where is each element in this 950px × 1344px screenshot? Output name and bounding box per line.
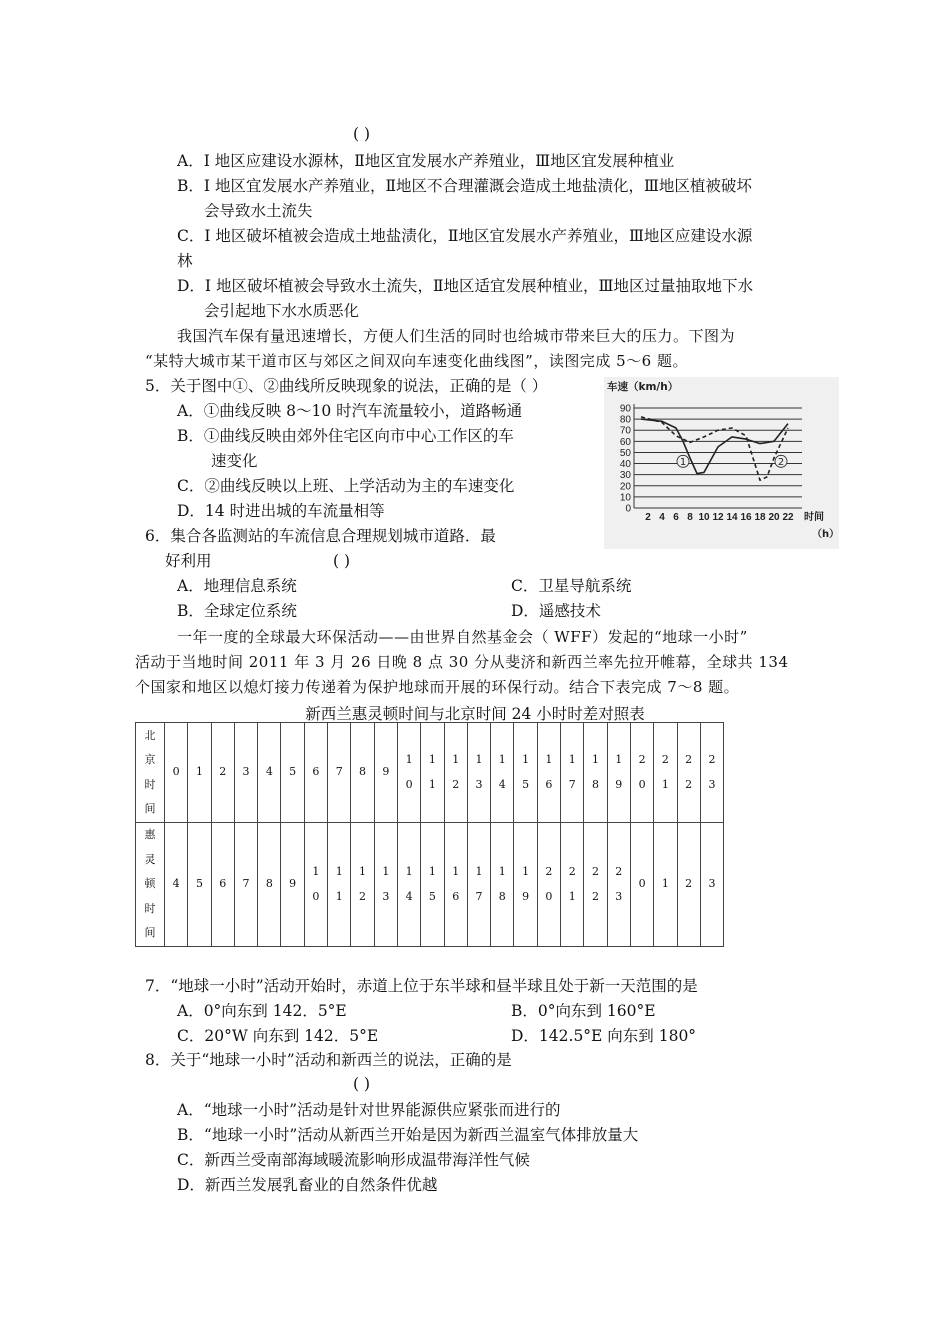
q8-option-c: C．新西兰受南部海域暖流影响形成温带海洋性气候 [177, 1151, 530, 1169]
passage-78-line3: 个国家和地区以熄灯接力传递着为保护地球而开展的环保行动。结合下表完成 7～8 题。 [135, 678, 740, 696]
y-tick-label: 50 [619, 447, 631, 459]
x-tick-label: 16 [740, 512, 752, 523]
q4-option-a: A．I 地区应建设水源林，Ⅱ地区宜发展水产养殖业，Ⅲ地区宜发展种植业 [177, 152, 675, 170]
x-axis-label: 时间 [804, 512, 824, 523]
table-cell: 2 [677, 823, 700, 947]
series-line-1 [641, 419, 788, 474]
time-difference-table [135, 722, 724, 947]
series-name-2: ② [614, 547, 615, 548]
table-cell: 1 [188, 723, 211, 823]
table-row [136, 723, 724, 823]
table-title: 新西兰惠灵顿时间与北京时间 24 小时时差对照表 [305, 705, 645, 723]
q6-option-c: C．卫星导航系统 [511, 577, 632, 595]
x-tick-label: 4 [659, 512, 665, 523]
table-cell: 7 [328, 723, 351, 823]
q8-option-d: D．新西兰发展乳畜业的自然条件优越 [177, 1176, 438, 1194]
table-cell: 4 [258, 723, 281, 823]
y-tick-label: 40 [619, 459, 631, 471]
table-cell: 0 [630, 823, 653, 947]
series-label-2: 2 [777, 456, 785, 468]
table-cell: 1 [654, 823, 677, 947]
series-name-1: ① [606, 547, 607, 548]
q8-answer-paren: ( ) [353, 1075, 371, 1093]
table-cell: 2 [211, 723, 234, 823]
y-tick-label: 30 [619, 470, 631, 482]
table-cell: 1 6 [444, 823, 467, 947]
table-cell: 1 8 [491, 823, 514, 947]
q6-option-a: A．地理信息系统 [177, 577, 297, 595]
table-cell: 2 2 [677, 723, 700, 823]
table-cell: 1 8 [584, 723, 607, 823]
q8-stem: 8．关于“地球一小时”活动和新西兰的说法，正确的是 [145, 1051, 512, 1069]
table-cell: 1 1 [421, 723, 444, 823]
q8-option-a: A．“地球一小时”活动是针对世界能源供应紧张而进行的 [177, 1101, 561, 1119]
table-cell: 4 [165, 823, 188, 947]
table-cell: 1 0 [304, 823, 327, 947]
row-header: 惠 灵 顿 时 间 [136, 823, 165, 947]
y-tick-label: 10 [619, 492, 631, 504]
y-tick-label: 20 [619, 481, 631, 493]
y-tick-label: 70 [619, 425, 631, 437]
table-row [136, 823, 724, 947]
x-tick-label: 6 [673, 512, 679, 523]
q5-option-d: D．14 时进出城的车流量相等 [177, 502, 385, 520]
q6-option-b: B．全球定位系统 [177, 602, 297, 620]
table-cell: 1 6 [537, 723, 560, 823]
table-cell: 1 1 [328, 823, 351, 947]
table-cell: 1 3 [374, 823, 397, 947]
table-cell: 5 [281, 723, 304, 823]
q5-stem: 5．关于图中①、②曲线所反映现象的说法，正确的是（ ） [145, 377, 548, 395]
table-cell: 1 2 [351, 823, 374, 947]
table-cell: 9 [374, 723, 397, 823]
series-line-2 [641, 417, 788, 480]
table-cell: 7 [234, 823, 257, 947]
q8-option-b: B．“地球一小时”活动从新西兰开始是因为新西兰温室气体排放量大 [177, 1126, 639, 1144]
table-cell: 2 2 [584, 823, 607, 947]
table-cell: 1 0 [397, 723, 420, 823]
q6-answer-paren: ( ) [333, 552, 351, 570]
table-cell: 5 [188, 823, 211, 947]
table-cell: 8 [258, 823, 281, 947]
q4-option-b-line2: 会导致水土流失 [204, 202, 313, 220]
y-tick-label: 90 [619, 403, 631, 415]
q4-option-b-line1: B．I 地区宜发展水产养殖业，Ⅱ地区不合理灌溉会造成土地盐渍化，Ⅲ地区植被破坏 [177, 177, 752, 195]
series-label-1: 1 [679, 456, 687, 468]
q7-option-c: C．20°W 向东到 142．5°E [177, 1027, 379, 1045]
table-cell: 1 5 [421, 823, 444, 947]
passage-78-line1: 一年一度的全球最大环保活动——由世界自然基金会（ WFF）发起的“地球一小时” [177, 628, 748, 646]
table-cell: 1 9 [514, 823, 537, 947]
x-tick-label: 22 [782, 512, 794, 523]
y-tick-label: 80 [619, 414, 631, 426]
x-tick-label: 2 [645, 512, 651, 523]
table-cell: 1 4 [397, 823, 420, 947]
table-cell: 9 [281, 823, 304, 947]
y-axis-label: 车速（km/h） [607, 381, 679, 393]
passage-78-line2: 活动于当地时间 2011 年 3 月 26 日晚 8 点 30 分从斐济和新西兰率先拉开帷幕，全球共 134 [135, 653, 789, 671]
q4-option-c-line2: 林 [177, 252, 193, 270]
table-cell: 1 2 [444, 723, 467, 823]
q4-option-d-line2: 会引起地下水水质恶化 [204, 302, 360, 320]
q7-option-a: A．0°向东到 142．5°E [177, 1002, 347, 1020]
q4-option-d-line1: D．I 地区破坏植被会导致水土流失，Ⅱ地区适宜发展种植业，Ⅲ地区过量抽取地下水 [177, 277, 753, 295]
q5-option-b-line1: B．①曲线反映由郊外住宅区向市中心工作区的车 [177, 427, 514, 445]
table-cell: 2 1 [654, 723, 677, 823]
q7-option-b: B．0°向东到 160°E [511, 1002, 656, 1020]
q4-option-c-line1: C．I 地区破坏植被会造成土地盐渍化，Ⅱ地区宜发展水产养殖业，Ⅲ地区应建设水源 [177, 227, 753, 245]
q5-option-b-line2: 速变化 [211, 452, 258, 470]
table-cell: 1 5 [514, 723, 537, 823]
passage-56-line1: 我国汽车保有量迅速增长，方便人们生活的同时也给城市带来巨大的压力。下图为 [177, 327, 736, 345]
q5-option-c: C．②曲线反映以上班、上学活动为主的车速变化 [177, 477, 515, 495]
speed-chart-svg [604, 377, 839, 549]
q5-option-a: A．①曲线反映 8～10 时汽车流量较小，道路畅通 [177, 402, 523, 420]
table-cell: 1 7 [561, 723, 584, 823]
q6-stem-line2: 好利用 [165, 552, 212, 570]
table-cell: 2 1 [561, 823, 584, 947]
table-cell: 1 3 [467, 723, 490, 823]
table-cell: 2 0 [537, 823, 560, 947]
table-cell: 1 4 [491, 723, 514, 823]
x-tick-label: 12 [712, 512, 724, 523]
x-tick-label: 8 [687, 512, 693, 523]
table-cell: 1 7 [467, 823, 490, 947]
y-tick-label: 0 [625, 503, 631, 515]
table-cell: 8 [351, 723, 374, 823]
table-cell: 6 [211, 823, 234, 947]
x-tick-label: 14 [726, 512, 738, 523]
q6-stem-line1: 6．集合各监测站的车流信息合理规划城市道路．最 [145, 527, 496, 545]
x-tick-label: 20 [768, 512, 780, 523]
table-cell: 2 3 [607, 823, 630, 947]
table-cell: 0 [165, 723, 188, 823]
y-tick-label: 60 [619, 436, 631, 448]
q7-option-d: D．142.5°E 向东到 180° [511, 1027, 697, 1045]
table-cell: 1 9 [607, 723, 630, 823]
table-cell: 2 0 [630, 723, 653, 823]
q4-answer-paren: ( ) [353, 125, 371, 143]
table-cell: 3 [700, 823, 723, 947]
q7-stem: 7．“地球一小时”活动开始时，赤道上位于东半球和昼半球且处于新一天范围的是 [145, 977, 698, 995]
x-tick-label: 10 [698, 512, 710, 523]
x-tick-label: 18 [754, 512, 766, 523]
speed-chart [604, 377, 839, 549]
table-cell: 2 3 [700, 723, 723, 823]
table-cell: 3 [234, 723, 257, 823]
q6-option-d: D．遥感技术 [511, 602, 601, 620]
table-cell: 6 [304, 723, 327, 823]
passage-56-line2: “某特大城市某干道市区与郊区之间双向车速变化曲线图”，读图完成 5～6 题。 [145, 352, 688, 370]
x-axis-unit: （h） [812, 529, 839, 540]
row-header: 北 京 时 间 [136, 723, 165, 823]
